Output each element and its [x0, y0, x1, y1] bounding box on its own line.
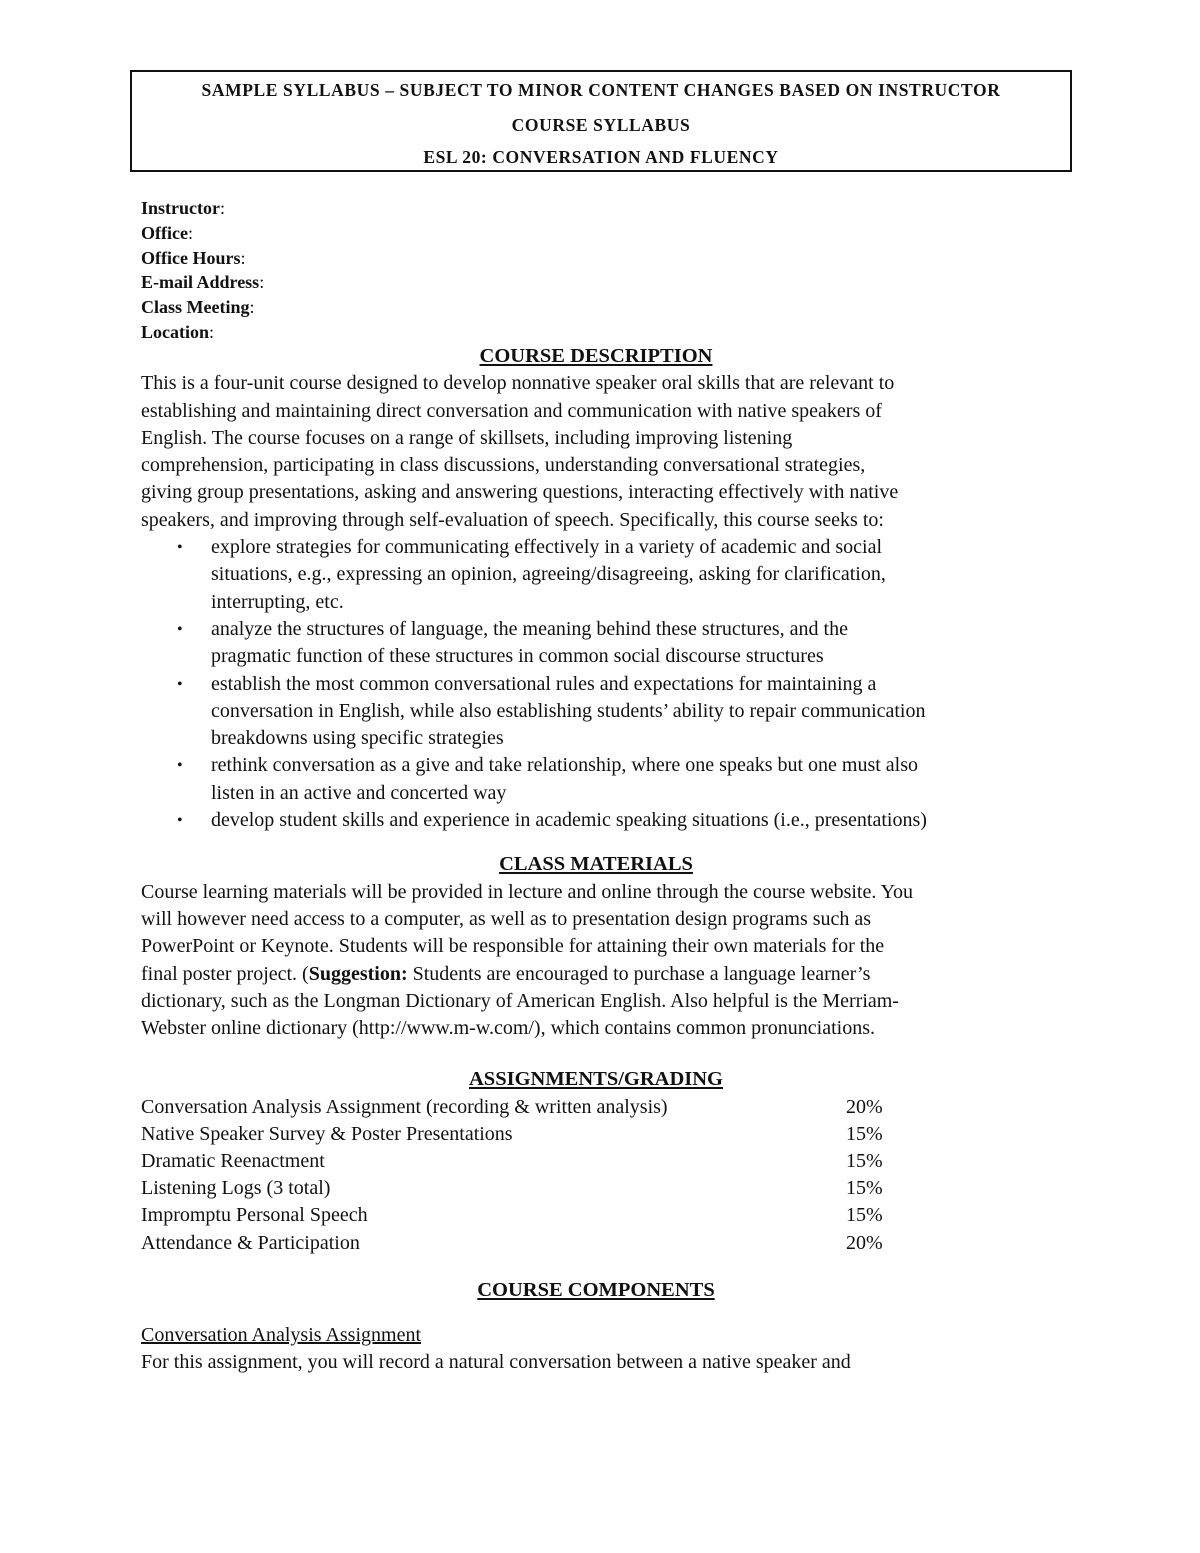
course-objectives-list [141, 534, 1071, 834]
objective-item [141, 807, 1071, 834]
objective-item [141, 616, 1071, 671]
objective-line: situations, e.g., expressing an opinion, agreeing/disagreeing, asking for clarification, [211, 563, 886, 586]
info-colon: : [240, 247, 246, 268]
info-colon: : [220, 198, 226, 218]
course-description-heading: COURSE DESCRIPTION [479, 345, 713, 367]
grading-row [141, 1148, 901, 1175]
materials-line: dictionary, such as the Longman Dictionary of American English. Also helpful is the Merriam- [141, 989, 899, 1012]
assignment-name: Dramatic Reenactment [141, 1150, 325, 1173]
objective-line: interrupting, etc. [211, 590, 344, 613]
objective-line: breakdowns using specific strategies [211, 727, 504, 750]
objective-line: rethink conversation as a give and take relationship, where one speaks but one must also [211, 754, 919, 777]
syllabus-header-box [130, 70, 1072, 172]
bullet-icon: • [177, 675, 183, 693]
assignment-percent: 20% [846, 1231, 883, 1254]
bullet-icon: • [177, 757, 183, 775]
objective-line: establish the most common conversational rules and expectations for maintaining a [211, 672, 877, 695]
objective-line: explore strategies for communicating effectively in a variety of academic and social [211, 536, 883, 559]
objective-line: listen in an active and concerted way [211, 781, 507, 804]
description-line: giving group presentations, asking and answering questions, interacting effectively with native [141, 481, 899, 504]
bullet-icon: • [177, 620, 183, 638]
grading-row [141, 1121, 901, 1148]
objective-line: conversation in English, while also establishing students’ ability to repair communication [211, 699, 926, 722]
info-label: Office Hours [141, 247, 241, 268]
info-email [141, 270, 264, 295]
assignment-percent: 15% [846, 1150, 883, 1173]
objective-item [141, 752, 1071, 807]
info-office-hours [141, 246, 264, 271]
assignment-name: Impromptu Personal Speech [141, 1204, 368, 1227]
info-colon: : [187, 222, 193, 243]
materials-line: Course learning materials will be provided in lecture and online through the course website. You [141, 880, 914, 903]
info-label: Location [141, 321, 210, 342]
bullet-icon: • [177, 539, 183, 557]
grading-table [141, 1094, 901, 1257]
document-title: COURSE SYLLABUS [511, 115, 691, 135]
materials-line: Students are encouraged to purchase a language learner’s [407, 962, 871, 985]
info-colon: : [209, 321, 215, 342]
objective-line: develop student skills and experience in academic speaking situations (i.e., presentations) [211, 809, 927, 832]
assignment-percent: 15% [846, 1177, 883, 1200]
instructor-info [141, 196, 264, 345]
syllabus-body [141, 343, 1071, 1377]
assignment-name: Native Speaker Survey & Poster Presentations [141, 1122, 513, 1145]
info-label: Office [141, 222, 188, 243]
suggestion-label: Suggestion: [308, 962, 408, 985]
info-office [141, 221, 264, 246]
grading-row [141, 1175, 901, 1202]
assignment-name: Conversation Analysis Assignment (recording & written analysis) [141, 1095, 668, 1118]
info-colon: : [259, 272, 265, 293]
objective-line: pragmatic function of these structures in common social discourse structures [211, 645, 824, 668]
objective-item [141, 671, 1071, 753]
assignment-name: Listening Logs (3 total) [141, 1177, 331, 1200]
info-class-meeting [141, 295, 264, 320]
course-title: ESL 20: CONVERSATION AND FLUENCY [423, 147, 779, 167]
info-label: Class Meeting [141, 297, 250, 318]
assignment-percent: 15% [846, 1204, 883, 1227]
conversation-analysis-text: For this assignment, you will record a natural conversation between a native speaker and [141, 1351, 851, 1374]
class-materials-paragraph [141, 879, 1071, 1043]
grading-row [141, 1202, 901, 1229]
description-line: English. The course focuses on a range of skillsets, including improving listening [141, 426, 793, 449]
materials-line: PowerPoint or Keynote. Students will be responsible for attaining their own materials for the [141, 935, 885, 958]
sample-notice: SAMPLE SYLLABUS – SUBJECT TO MINOR CONTENT CHANGES BASED ON INSTRUCTOR [201, 80, 1001, 100]
assignment-percent: 15% [846, 1122, 883, 1145]
course-components-heading: COURSE COMPONENTS [477, 1278, 715, 1301]
info-colon: : [249, 297, 255, 318]
class-materials-heading: CLASS MATERIALS [499, 853, 693, 876]
info-label: E-mail Address [141, 272, 260, 293]
grading-heading: ASSIGNMENTS/GRADING [468, 1068, 724, 1091]
conversation-analysis-subheading: Conversation Analysis Assignment [141, 1324, 421, 1347]
objective-item [141, 534, 1071, 616]
assignment-name: Attendance & Participation [141, 1231, 360, 1254]
materials-line: final poster project. ( [141, 962, 309, 985]
description-line: speakers, and improving through self-evaluation of speech. Specifically, this course seeks to: [141, 508, 884, 531]
info-location [141, 320, 264, 345]
grading-row [141, 1094, 901, 1121]
materials-line: Webster online dictionary (http://www.m-w.com/), which contains common pronunciations. [141, 1017, 875, 1040]
assignment-percent: 20% [846, 1095, 883, 1118]
bullet-icon: • [177, 812, 183, 830]
course-description-paragraph [141, 370, 1071, 534]
info-instructor [141, 196, 264, 221]
materials-line: will however need access to a computer, as well as to presentation design programs such as [141, 907, 872, 930]
objective-line: analyze the structures of language, the meaning behind these structures, and the [211, 617, 848, 640]
description-line: This is a four-unit course designed to develop nonnative speaker oral skills that are relevant to [141, 372, 895, 395]
grading-row [141, 1230, 901, 1257]
description-line: establishing and maintaining direct conversation and communication with native speakers of [141, 399, 882, 422]
description-line: comprehension, participating in class discussions, understanding conversational strategies, [141, 454, 866, 477]
info-label: Instructor [141, 198, 220, 218]
